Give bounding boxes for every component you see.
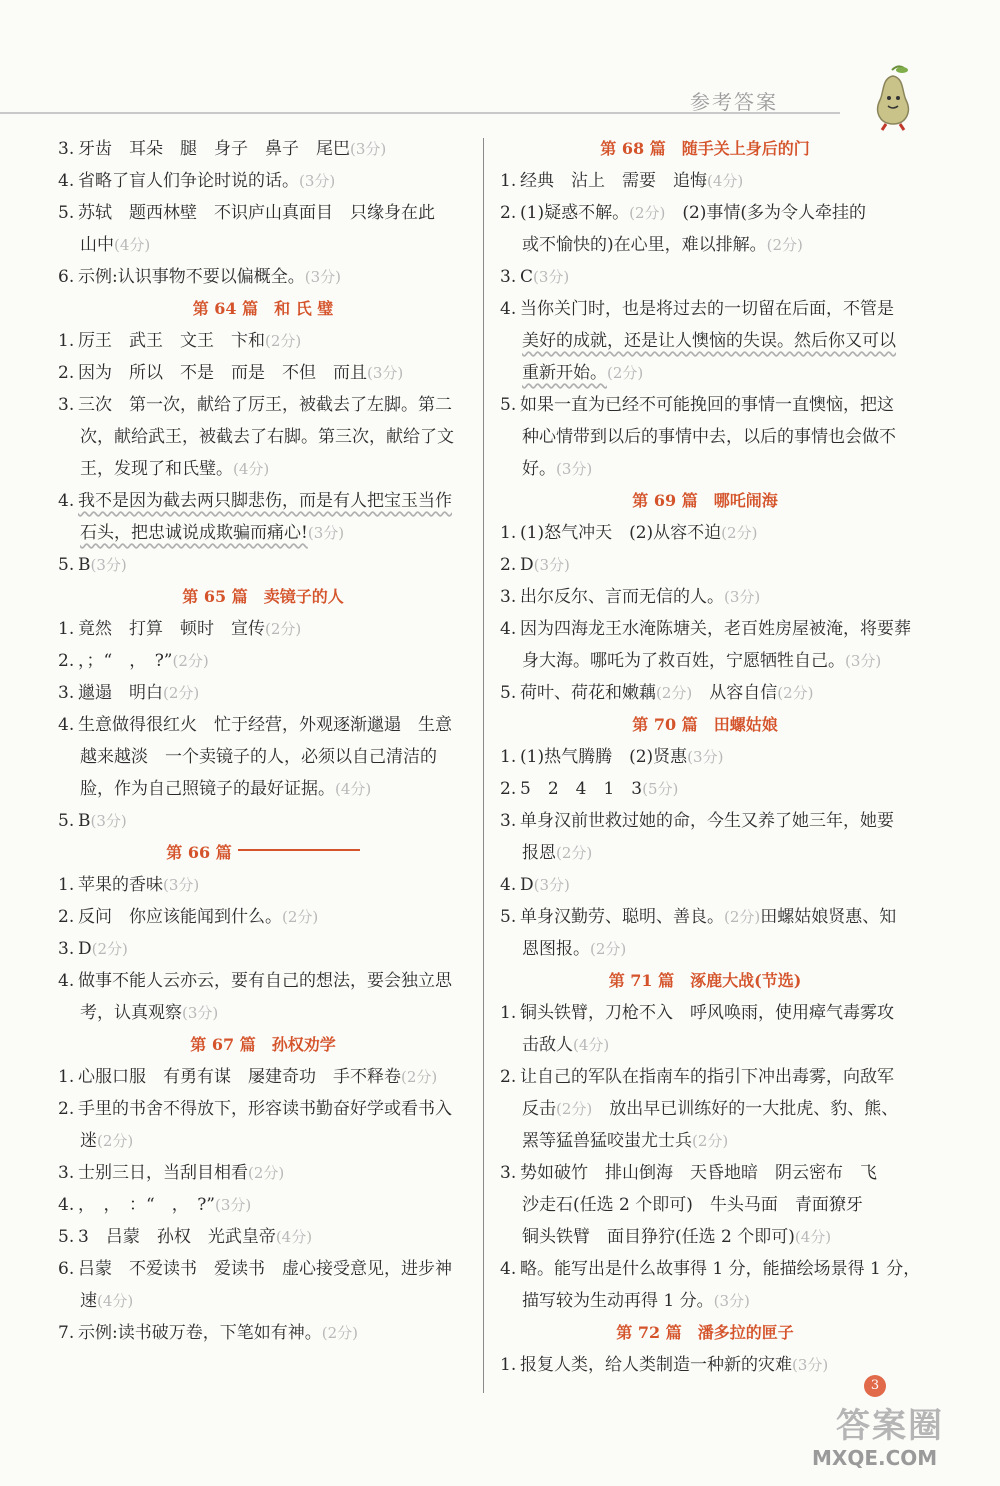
answer-text: 第 66 篇 [166, 843, 232, 862]
score-note: (3分) [90, 812, 127, 830]
answer-text: 反击 [522, 1099, 556, 1119]
score-note: (2分) [321, 1324, 358, 1342]
score-note: (4分) [335, 780, 372, 798]
answer-line [500, 197, 910, 229]
question-number: 5. [58, 555, 75, 575]
answer-text: 吕蒙 不爱读书 爱读书 虚心接受意见，进步神 [78, 1259, 452, 1279]
score-note: (4分) [707, 172, 744, 190]
answer-text: 考，认真观察 [80, 1003, 182, 1023]
answer-line [500, 645, 910, 677]
answer-line [58, 741, 468, 773]
score-note: (3分) [307, 524, 345, 542]
question-number: 2. [500, 1067, 517, 1087]
watermark-url: MXQE.COM [812, 1446, 938, 1470]
answer-text: 3 吕蒙 孙权 光武皇帝 [78, 1227, 276, 1247]
answer-line [500, 901, 910, 933]
answer-text: 脸，作为自己照镜子的最好证据。 [80, 779, 335, 799]
answer-line [58, 389, 468, 421]
question-number: 3. [58, 1163, 75, 1183]
question-number: 3. [58, 395, 75, 415]
question-number: 6. [58, 1259, 75, 1279]
answer-line [500, 1093, 910, 1125]
answer-text: 第 64 篇 和 氏 璧 [192, 299, 334, 318]
question-number: 3. [500, 587, 517, 607]
answer-text: 心服口服 有勇有谋 屡建奇功 手不释卷 [78, 1067, 401, 1087]
answer-text: 出尔反尔、言而无信的人。 [520, 587, 724, 607]
score-note: (2分) [91, 940, 128, 958]
column-divider [483, 138, 484, 1393]
answer-text: 当你关门时，也是将过去的一切留在后面，不管是 [520, 299, 894, 319]
answer-line [58, 677, 468, 709]
answer-line [58, 261, 468, 293]
answer-text: ， ， ：“ ， ?” [78, 1195, 215, 1215]
score-note: (2分) [656, 684, 693, 702]
answer-text: 苏轼 题西林壁 不识庐山真面目 只缘身在此 [78, 203, 435, 223]
answer-text: 沙走石(任选 2 个即可) 牛头马面 青面獠牙 [522, 1195, 863, 1215]
answer-text: 第 65 篇 卖镜子的人 [182, 587, 344, 606]
section-heading [500, 965, 910, 997]
answer-line [58, 997, 468, 1029]
answer-text: 经典 沾上 需要 追悔 [520, 171, 707, 191]
question-number: 2. [58, 363, 75, 383]
answer-text: 描写较为生动再得 1 分。 [522, 1291, 714, 1311]
section-heading [58, 837, 468, 869]
answer-line [58, 325, 468, 357]
question-number: 1. [58, 331, 75, 351]
answer-text: 邋遢 明白 [78, 683, 163, 703]
answer-line [500, 165, 910, 197]
answer-text: (1)热气腾腾 (2)贤惠 [520, 747, 688, 767]
section-heading [500, 709, 910, 741]
answer-line [58, 869, 468, 901]
score-note: (2分) [97, 1132, 134, 1150]
answer-line [58, 965, 468, 997]
answer-line [58, 453, 468, 485]
answer-text: 迷 [80, 1131, 97, 1151]
question-number: 3. [58, 683, 75, 703]
answer-line [58, 1189, 468, 1221]
answer-text: 越来越淡 一个卖镜子的人，必须以自己清洁的 [80, 747, 437, 767]
section-heading [500, 133, 910, 165]
page-number-badge: 3 [864, 1375, 886, 1397]
question-number: 3. [58, 939, 75, 959]
answer-text: 报恩 [522, 843, 556, 863]
answer-text: 击敌人 [522, 1035, 573, 1055]
answer-text: 手里的书舍不得放下，形容读书勤奋好学或看书入 [78, 1099, 452, 1119]
question-number: 4. [58, 491, 75, 511]
score-note: (3分) [533, 876, 570, 894]
answer-text: 苹果的香味 [78, 875, 163, 895]
score-note: (3分) [792, 1356, 829, 1374]
answer-line [500, 325, 910, 357]
question-number: 4. [500, 1259, 517, 1279]
answer-text: 竟然 打算 顿时 宣传 [78, 619, 265, 639]
score-note: (3分) [350, 140, 387, 158]
answer-text: 美好的成就，还是让人懊恼的失误。然后你又可以 [522, 331, 896, 351]
answer-text: 放出早已训练好的一大批虎、豹、熊、 [592, 1099, 899, 1119]
answer-text: 恩图报。 [522, 939, 590, 959]
question-number: 1. [58, 1067, 75, 1087]
answer-text: 次，献给武王，被截去了右脚。第三次，献给了文 [80, 427, 454, 447]
answer-line [500, 1157, 910, 1189]
answer-text: 三次 第一次，献给了厉王，被截去了左脚。第二 [78, 395, 452, 415]
section-heading [500, 485, 910, 517]
answer-line [58, 549, 468, 581]
answer-line [58, 133, 468, 165]
score-note: (2分) [172, 652, 209, 670]
answer-line [58, 901, 468, 933]
question-number: 1. [500, 747, 517, 767]
score-note: (4分) [233, 460, 270, 478]
answer-text: 势如破竹 排山倒海 天昏地暗 阴云密布 飞 [520, 1163, 877, 1183]
answer-line [58, 229, 468, 261]
answer-line [58, 1061, 468, 1093]
score-note: (3分) [845, 652, 882, 670]
score-note: (2分) [724, 908, 761, 926]
title-blank [238, 849, 360, 851]
answer-line [500, 1253, 921, 1285]
answer-text: 士别三日，当刮目相看 [78, 1163, 248, 1183]
answer-text: 铜头铁臂 面目狰狞(任选 2 个即可) [522, 1227, 795, 1247]
answer-line [58, 645, 468, 677]
section-heading [58, 1029, 468, 1061]
question-number: 3. [500, 1163, 517, 1183]
answer-text: 山中 [80, 235, 114, 255]
watermark-logo: 答案圈 [836, 1406, 944, 1446]
question-number: 4. [500, 299, 517, 319]
answer-text: 从容自信 [692, 683, 778, 703]
answer-text: 第 71 篇 涿鹿大战(节选) [608, 971, 802, 990]
score-note: (3分) [533, 556, 570, 574]
answer-line [58, 1285, 468, 1317]
page-header-title: 参考答案 [690, 90, 778, 114]
score-note: (2分) [401, 1068, 438, 1086]
score-note: (4分) [573, 1036, 610, 1054]
answer-text: (1)怒气冲天 (2)从容不迫 [520, 523, 722, 543]
answer-line [500, 261, 910, 293]
answer-line [500, 1349, 910, 1381]
answer-line [58, 485, 468, 517]
question-number: 5. [500, 907, 517, 927]
answer-text: (2)事情(多为令人牵挂的 [665, 203, 867, 223]
score-note: (5分) [642, 780, 679, 798]
score-note: (3分) [713, 1292, 750, 1310]
answer-text: 生意做得很红火 忙于经营，外观逐渐邋遢 生意 [78, 715, 452, 735]
score-note: (2分) [766, 236, 803, 254]
question-number: 4. [500, 875, 517, 895]
answer-line [58, 1221, 468, 1253]
answer-line [58, 1093, 468, 1125]
answer-line [500, 229, 910, 261]
answer-line [500, 357, 910, 389]
answer-text: 王，发现了和氏璧。 [80, 459, 233, 479]
question-number: 2. [58, 1099, 75, 1119]
answer-text: D [78, 939, 92, 959]
answer-text: 荷叶、荷花和嫩藕 [520, 683, 656, 703]
answer-text: 因为四海龙王水淹陈塘关，老百姓房屋被淹，将要葬 [520, 619, 911, 639]
answer-line [500, 1285, 910, 1317]
answer-text: 第 72 篇 潘多拉的匣子 [616, 1323, 794, 1342]
section-heading [500, 1317, 910, 1349]
answer-text: 报复人类，给人类制造一种新的灾难 [520, 1355, 792, 1375]
answer-line [58, 773, 468, 805]
section-heading [58, 293, 468, 325]
answer-text: 反问 你应该能闻到什么。 [78, 907, 282, 927]
answer-text: 种心情带到以后的事情中去，以后的事情也会做不 [522, 427, 896, 447]
left-column [58, 133, 468, 1349]
score-note: (2分) [265, 620, 302, 638]
answer-text: 如果一直为已经不可能挽回的事情一直懊恼，把这 [520, 395, 894, 415]
answer-text: 单身汉勤劳、聪明、善良。 [520, 907, 724, 927]
answer-text: 我不是因为截去两只脚悲伤，而是有人把宝玉当作 [78, 491, 452, 511]
score-note: (3分) [182, 1004, 219, 1022]
score-note: (3分) [687, 748, 724, 766]
answer-text: ，；“ ， ?” [78, 651, 173, 671]
score-note: (3分) [215, 1196, 252, 1214]
answer-text: 第 68 篇 随手关上身后的门 [600, 139, 810, 158]
answer-line [58, 805, 468, 837]
answer-text: 示例:读书破万卷，下笔如有神。 [78, 1323, 322, 1343]
answer-text: 因为 所以 不是 而是 不但 而且 [78, 363, 367, 383]
answer-text: 厉王 武王 文王 卞和 [78, 331, 265, 351]
question-number: 4. [58, 715, 75, 735]
answer-line [58, 613, 468, 645]
answer-text: 身大海。哪吒为了救百姓，宁愿牺牲自己。 [522, 651, 845, 671]
answer-line [500, 805, 910, 837]
answer-line [58, 197, 468, 229]
pear-mascot-icon [858, 62, 928, 132]
answer-line [58, 709, 468, 741]
score-note: (2分) [248, 1164, 285, 1182]
answer-line [58, 1317, 468, 1349]
answer-line [500, 997, 910, 1029]
question-number: 5. [500, 395, 517, 415]
question-number: 5. [500, 683, 517, 703]
question-number: 2. [58, 907, 75, 927]
answer-text: D [520, 875, 534, 895]
question-number: 1. [500, 1355, 517, 1375]
answer-text: 石头，把忠诚说成欺骗而痛心! [80, 523, 308, 543]
answer-text: 重新开始。 [522, 363, 607, 383]
question-number: 5. [58, 1227, 75, 1247]
question-number: 1. [500, 171, 517, 191]
score-note: (3分) [556, 460, 593, 478]
answer-line [500, 549, 910, 581]
answer-text: 单身汉前世救过她的命，今生又养了她三年，她要 [520, 811, 894, 831]
answer-text: (1)疑惑不解。 [520, 203, 630, 223]
score-note: (3分) [299, 172, 336, 190]
score-note: (4分) [97, 1292, 134, 1310]
answer-line [500, 837, 910, 869]
answer-text: C [520, 267, 534, 287]
score-note: (2分) [692, 1132, 729, 1150]
question-number: 1. [58, 875, 75, 895]
answer-text: 省略了盲人们争论时说的话。 [78, 171, 299, 191]
answer-line [500, 869, 910, 901]
answer-line [500, 1125, 910, 1157]
score-note: (2分) [721, 524, 758, 542]
answer-text: 让自己的军队在指南车的指引下冲出毒雾，向敌军 [520, 1067, 894, 1087]
answer-text: 做事不能人云亦云，要有自己的想法，要会独立思 [78, 971, 452, 991]
score-note: (3分) [304, 268, 341, 286]
answer-line [58, 517, 468, 549]
answer-text: 好。 [522, 459, 556, 479]
answer-text: 罴等猛兽猛咬蚩尤士兵 [522, 1131, 692, 1151]
question-number: 4. [58, 971, 75, 991]
answer-text: 或不愉快的)在心里，难以排解。 [522, 235, 767, 255]
score-note: (2分) [629, 204, 666, 222]
answer-line [500, 293, 910, 325]
answer-line [500, 933, 910, 965]
score-note: (3分) [533, 268, 570, 286]
answer-text: 第 67 篇 孙权劝学 [190, 1035, 336, 1054]
question-number: 7. [58, 1323, 75, 1343]
answer-line [58, 1253, 468, 1285]
answer-text: B [78, 555, 91, 575]
answer-line [58, 165, 468, 197]
answer-line [500, 517, 910, 549]
question-number: 2. [58, 651, 75, 671]
score-note: (2分) [777, 684, 814, 702]
score-note: (2分) [163, 684, 200, 702]
answer-line [500, 421, 910, 453]
answer-text: 第 70 篇 田螺姑娘 [632, 715, 778, 734]
right-column [500, 133, 921, 1381]
question-number: 2. [500, 203, 517, 223]
answer-line [500, 453, 910, 485]
question-number: 1. [500, 1003, 517, 1023]
score-note: (2分) [590, 940, 627, 958]
answer-text: 示例:认识事物不要以偏概全。 [78, 267, 305, 287]
answer-text: D [520, 555, 534, 575]
answer-line [500, 677, 910, 709]
score-note: (2分) [556, 1100, 593, 1118]
answer-text: 牙齿 耳朵 腿 身子 鼻子 尾巴 [78, 139, 350, 159]
question-number: 4. [58, 171, 75, 191]
score-note: (2分) [556, 844, 593, 862]
question-number: 3. [500, 811, 517, 831]
score-note: (2分) [265, 332, 302, 350]
score-note: (4分) [794, 1228, 832, 1246]
question-number: 2. [500, 555, 517, 575]
score-note: (2分) [282, 908, 319, 926]
question-number: 4. [58, 1195, 75, 1215]
answer-text: 第 69 篇 哪吒闹海 [632, 491, 778, 510]
question-number: 2. [500, 779, 517, 799]
answer-text: 略。能写出是什么故事得 1 分，能描绘场景得 1 分， [520, 1259, 921, 1279]
answer-line [500, 581, 910, 613]
question-number: 3. [58, 139, 75, 159]
answer-line [500, 1221, 910, 1253]
answer-line [58, 357, 468, 389]
answer-line [500, 741, 910, 773]
question-number: 4. [500, 619, 517, 639]
question-number: 1. [500, 523, 517, 543]
question-number: 6. [58, 267, 75, 287]
answer-line [500, 1061, 910, 1093]
score-note: (3分) [724, 588, 761, 606]
question-number: 5. [58, 203, 75, 223]
score-note: (3分) [163, 876, 200, 894]
section-heading [58, 581, 468, 613]
score-note: (4分) [114, 236, 151, 254]
answer-text: B [78, 811, 91, 831]
question-number: 5. [58, 811, 75, 831]
answer-line [500, 1029, 910, 1061]
answer-text: 5 2 4 1 3 [520, 779, 643, 799]
score-note: (3分) [90, 556, 127, 574]
answer-line [500, 773, 910, 805]
answer-line [500, 389, 910, 421]
question-number: 1. [58, 619, 75, 639]
answer-line [58, 421, 468, 453]
question-number: 3. [500, 267, 517, 287]
answer-line [500, 613, 910, 645]
answer-line [58, 933, 468, 965]
score-note: (3分) [367, 364, 404, 382]
answer-text: 铜头铁臂，刀枪不入 呼风唤雨，使用瘴气毒雾攻 [520, 1003, 894, 1023]
answer-text: 田螺姑娘贤惠、知 [760, 907, 897, 927]
answer-text: 速 [80, 1291, 97, 1311]
answer-line [58, 1157, 468, 1189]
score-note: (2分) [607, 364, 644, 382]
score-note: (4分) [275, 1228, 313, 1246]
answer-line [58, 1125, 468, 1157]
answer-line [500, 1189, 910, 1221]
